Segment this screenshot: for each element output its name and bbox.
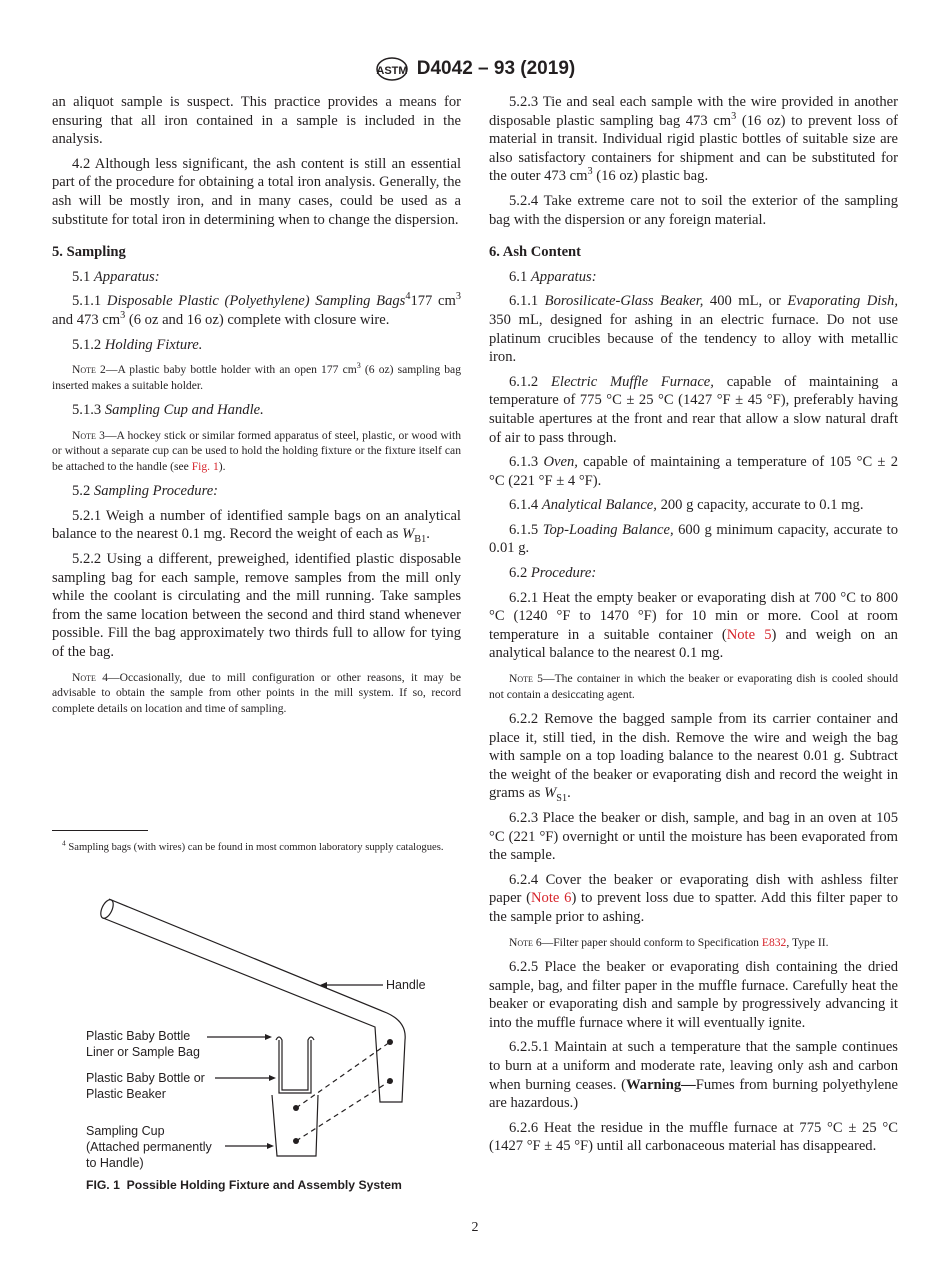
paragraph (489, 589, 898, 663)
text-run: capable of maintaining a temperature of 775 °C ± 25 °C (1427 °F ± 45 °F), preferably having suitable apertures at the front and rear that allow a slow natural draft of air to pass through. (489, 373, 898, 446)
text-run: 6.1.3 (509, 454, 544, 471)
text-run: Disposable Plastic (Polyethylene) Sampling Bags (106, 293, 406, 310)
text-run: 6.2 (509, 565, 531, 582)
text-run: 6.1 (509, 268, 531, 285)
label-handle: Handle (386, 978, 426, 992)
text-run: 6—Filter paper should conform to Specification (532, 935, 762, 949)
paragraph (489, 521, 898, 558)
text-run: Borosilicate-Glass Beaker, (544, 293, 704, 310)
text-run: Note (72, 428, 96, 442)
text-run: and 473 cm (52, 311, 121, 328)
svg-text:ASTM: ASTM (376, 65, 408, 77)
cross-reference-link[interactable]: Fig. 1 (191, 459, 219, 473)
text-run: Note (72, 363, 96, 377)
sampling-cup-shape (272, 1095, 318, 1156)
text-run: 5.1.3 (72, 402, 105, 419)
text-run: 200 g capacity, accurate to 0.1 mg. (656, 497, 864, 514)
text-run: Evaporating Dish, (787, 293, 898, 310)
paragraph (489, 564, 898, 583)
bottle-liner-shape (276, 1037, 314, 1093)
text-run: 6.2.6 Heat the residue in the muffle furnace at 775 °C ± 25 °C (1427 °F ± 45 °F) until all carbonaceous material has disappeared. (489, 1119, 898, 1155)
text-run: 6.2.4 Cover the beaker or evaporating dish with ashless filter paper ( (489, 871, 898, 907)
text-run: 3 (356, 361, 361, 371)
note (489, 935, 898, 951)
text-run: 6.1.5 (509, 521, 543, 538)
section-heading (52, 243, 461, 262)
text-run: Note (72, 670, 96, 684)
paragraph (489, 453, 898, 490)
text-run: 3 (587, 166, 593, 178)
text-run: 6.1.4 (509, 497, 542, 514)
paragraph (52, 401, 461, 420)
right-column (489, 93, 898, 1162)
text-run: Fumes from burning polyethylene are hazardous.) (489, 1076, 898, 1112)
text-run: 5.1.1 (72, 293, 107, 310)
text-run: Apparatus: (93, 268, 160, 285)
paragraph (52, 268, 461, 287)
paragraph (52, 482, 461, 501)
label-cup-1: Sampling Cup (86, 1124, 165, 1138)
text-run: 5.2.1 Weigh a number of identified sample bags on an analytical balance to the nearest 0.1 mg. Record the weight of each as (52, 507, 461, 543)
figure-1 (50, 880, 470, 1200)
text-run: 350 mL, designed for ashing in an electric furnace. Do not use platinum crucibles because of the tendency to alloy with metallic iron. (489, 311, 898, 366)
text-run: S1 (556, 793, 568, 805)
text-run: 5.2.4 Take extreme care not to soil the exterior of the sampling bag with the dispersion or any foreign material. (489, 192, 898, 228)
figure-caption: FIG. 1 Possible Holding Fixture and Assembly System (86, 1178, 402, 1192)
text-run: ) and weigh on an analytical balance to the nearest 0.1 mg. (489, 626, 898, 662)
paragraph (489, 373, 898, 447)
note (489, 671, 898, 702)
text-run: 3 (731, 110, 737, 122)
text-run: 3 (455, 291, 461, 303)
text-run: 4.2 Although less significant, the ash content is still an essential part of the procedure for obtaining a total iron analysis. Generally, the ash will be mostly iron, and in many cases, could be used as a substitute for total iron in determining when to change the dispersion. (52, 155, 461, 228)
paragraph (489, 292, 898, 366)
document-designation: D4042 – 93 (2019) (416, 58, 576, 79)
text-run: 6.1.2 (509, 373, 551, 390)
dashed-line (296, 1042, 390, 1141)
text-run: 177 cm (410, 293, 456, 310)
paragraph (52, 93, 461, 149)
text-run: 5—The container in which the beaker or evaporating dish is cooled should not contain a desiccating agent. (489, 672, 898, 701)
paragraph (52, 292, 461, 329)
text-run: (6 oz) sampling bag inserted makes a suitable holder. (52, 363, 461, 392)
label-bottle-2: Plastic Beaker (86, 1087, 166, 1101)
text-run: 5.2.3 Tie and seal each sample with the wire provided in another disposable plastic sampling bag 473 cm (489, 94, 898, 129)
text-run: 5.1.2 (72, 336, 105, 353)
paragraph (52, 507, 461, 544)
text-run: 600 g minimum capacity, accurate to 0.01 g. (489, 521, 898, 557)
text-run: Analytical Balance, (541, 497, 657, 514)
text-run: Note (509, 672, 533, 686)
paragraph (489, 809, 898, 865)
text-run: Note (509, 935, 533, 949)
paragraph (489, 268, 898, 287)
cross-reference-link[interactable]: Note 5 (726, 626, 772, 643)
paragraph (52, 550, 461, 662)
text-run: Apparatus: (530, 268, 597, 285)
label-bottle-1: Plastic Baby Bottle or (86, 1071, 205, 1085)
text-run: 5.2.2 Using a different, preweighed, identified plastic disposable sampling bag for each sample, remove samples from the mill only while the coolant is circulating and the mill running. Take samples from the same location between the second and third stand whenever possible. Fill the bag approximately two thirds full to allow for tying of the bag. (52, 551, 461, 660)
footnote (52, 840, 461, 855)
left-column (52, 93, 461, 724)
label-liner-2: Liner or Sample Bag (86, 1045, 200, 1059)
text-run: B1 (414, 534, 427, 546)
label-cup-3: to Handle) (86, 1156, 144, 1170)
text-run: Electric Muffle Furnace, (550, 373, 714, 390)
text-run: 6. Ash Content (489, 244, 582, 261)
text-run: 6.1.1 (509, 293, 545, 310)
cross-reference-link[interactable]: Note 6 (531, 890, 572, 907)
text-run: Holding Fixture. (104, 336, 203, 353)
paragraph (52, 155, 461, 229)
text-run: W (402, 526, 415, 543)
text-run: . (567, 785, 571, 802)
text-run: ). (218, 459, 226, 473)
text-run: . (426, 526, 430, 543)
text-run: (6 oz and 16 oz) complete with closure wire. (125, 311, 390, 328)
footnote-text: Sampling bags (with wires) can be found in most common laboratory supply catalogues. (65, 842, 444, 853)
text-run: 3—A hockey stick or similar formed apparatus of steel, plastic, or wood with or without a separate cup can be used to hold the holding fixture or the fixture itself can be attached to the handle (see (52, 428, 461, 473)
text-run: (16 oz) to prevent loss of material in transit. Individual rigid plastic bottles of suitable size are also satisfactory containers for shipment and can be substituted for the outer 473 cm (489, 112, 898, 185)
cross-reference-link[interactable]: E832 (761, 935, 787, 949)
footnote-divider (52, 830, 148, 831)
text-run: 6.2.1 Heat the empty beaker or evaporating dish at 700 °C to 800 °C (1240 °F to 1470 °F) for 10 min or more. Cool at room temperature in a suitable container ( (489, 589, 898, 643)
note (52, 428, 461, 475)
text-run: Sampling Cup and Handle. (104, 402, 264, 419)
text-run: Warning— (625, 1076, 696, 1093)
page-number: 2 (471, 1220, 479, 1235)
page-header (0, 56, 950, 82)
paragraph (489, 192, 898, 229)
paragraph (489, 958, 898, 1032)
section-heading (489, 243, 898, 262)
paragraph (489, 710, 898, 803)
text-run: ) to prevent loss due to spatter. Add this filter paper to the sample prior to ashing. (489, 890, 898, 925)
text-run: 5.2 (72, 483, 94, 500)
label-liner-1: Plastic Baby Bottle (86, 1029, 191, 1043)
text-run: 3 (120, 310, 126, 322)
paragraph (52, 336, 461, 355)
text-run: (16 oz) plastic bag. (592, 168, 709, 185)
text-run: 6.2.2 Remove the bagged sample from its carrier container and place it, still tied, in the dish. Remove the wire and weigh the bag with sample on a top loading balance to the nearest 0.01 g. Subtract the weight of the beaker or evaporating dish and record the weight in grams as (489, 711, 898, 802)
note (52, 362, 461, 393)
text-run: 6.2.5 Place the beaker or evaporating dish containing the dried sample, bag, and filter paper in the muffle furnace. Carefully heat the beaker or evaporating dish and sample by progressively advancing it into the muffle furnace where it will eventually ignite. (489, 959, 898, 1031)
paragraph (489, 496, 898, 515)
text-run: 2—A plastic baby bottle holder with an open 177 cm (95, 363, 357, 377)
text-run: 4—Occasionally, due to mill configuration or other reasons, it may be advisable to obtain the sample from other points in the mill system. If so, record complete details on location and time of sampling. (52, 670, 461, 715)
text-run: Sampling Procedure: (93, 483, 219, 500)
text-run: Oven, (543, 454, 578, 471)
note (52, 670, 461, 717)
text-run: , Type II. (786, 935, 829, 949)
paragraph (489, 93, 898, 186)
text-run: 6.2.5.1 Maintain at such a temperature that the sample continues to burn at a uniform and moderate rate, leaving only ash and carbon when burning ceases. ( (489, 1039, 898, 1093)
text-run: an aliquot sample is suspect. This practice provides a means for ensuring that all iron contained in a sample is included in the analysis. (52, 94, 461, 148)
text-run: 4 (405, 291, 411, 303)
text-run: 400 mL, or (703, 293, 788, 310)
text-run: capable of maintaining a temperature of 105 °C ± 2 °C (221 °F ± 4 °F). (489, 454, 898, 489)
footnote-mark: 4 (62, 838, 66, 848)
text-run: Procedure: (530, 565, 597, 582)
text-run: 5.1 (72, 268, 94, 285)
text-run: 6.2.3 Place the beaker or dish, sample, and bag in an oven at 105 °C (221 °F) overnight or until the moisture has been evaporated from the sample. (489, 810, 898, 864)
label-cup-2: (Attached permanently (86, 1140, 212, 1154)
paragraph (489, 1038, 898, 1112)
paragraph (489, 871, 898, 927)
text-run: Top-Loading Balance, (542, 521, 674, 538)
text-run: W (544, 785, 557, 802)
astm-logo-icon (375, 56, 409, 82)
text-run: 5. Sampling (52, 244, 126, 261)
paragraph (489, 1119, 898, 1156)
